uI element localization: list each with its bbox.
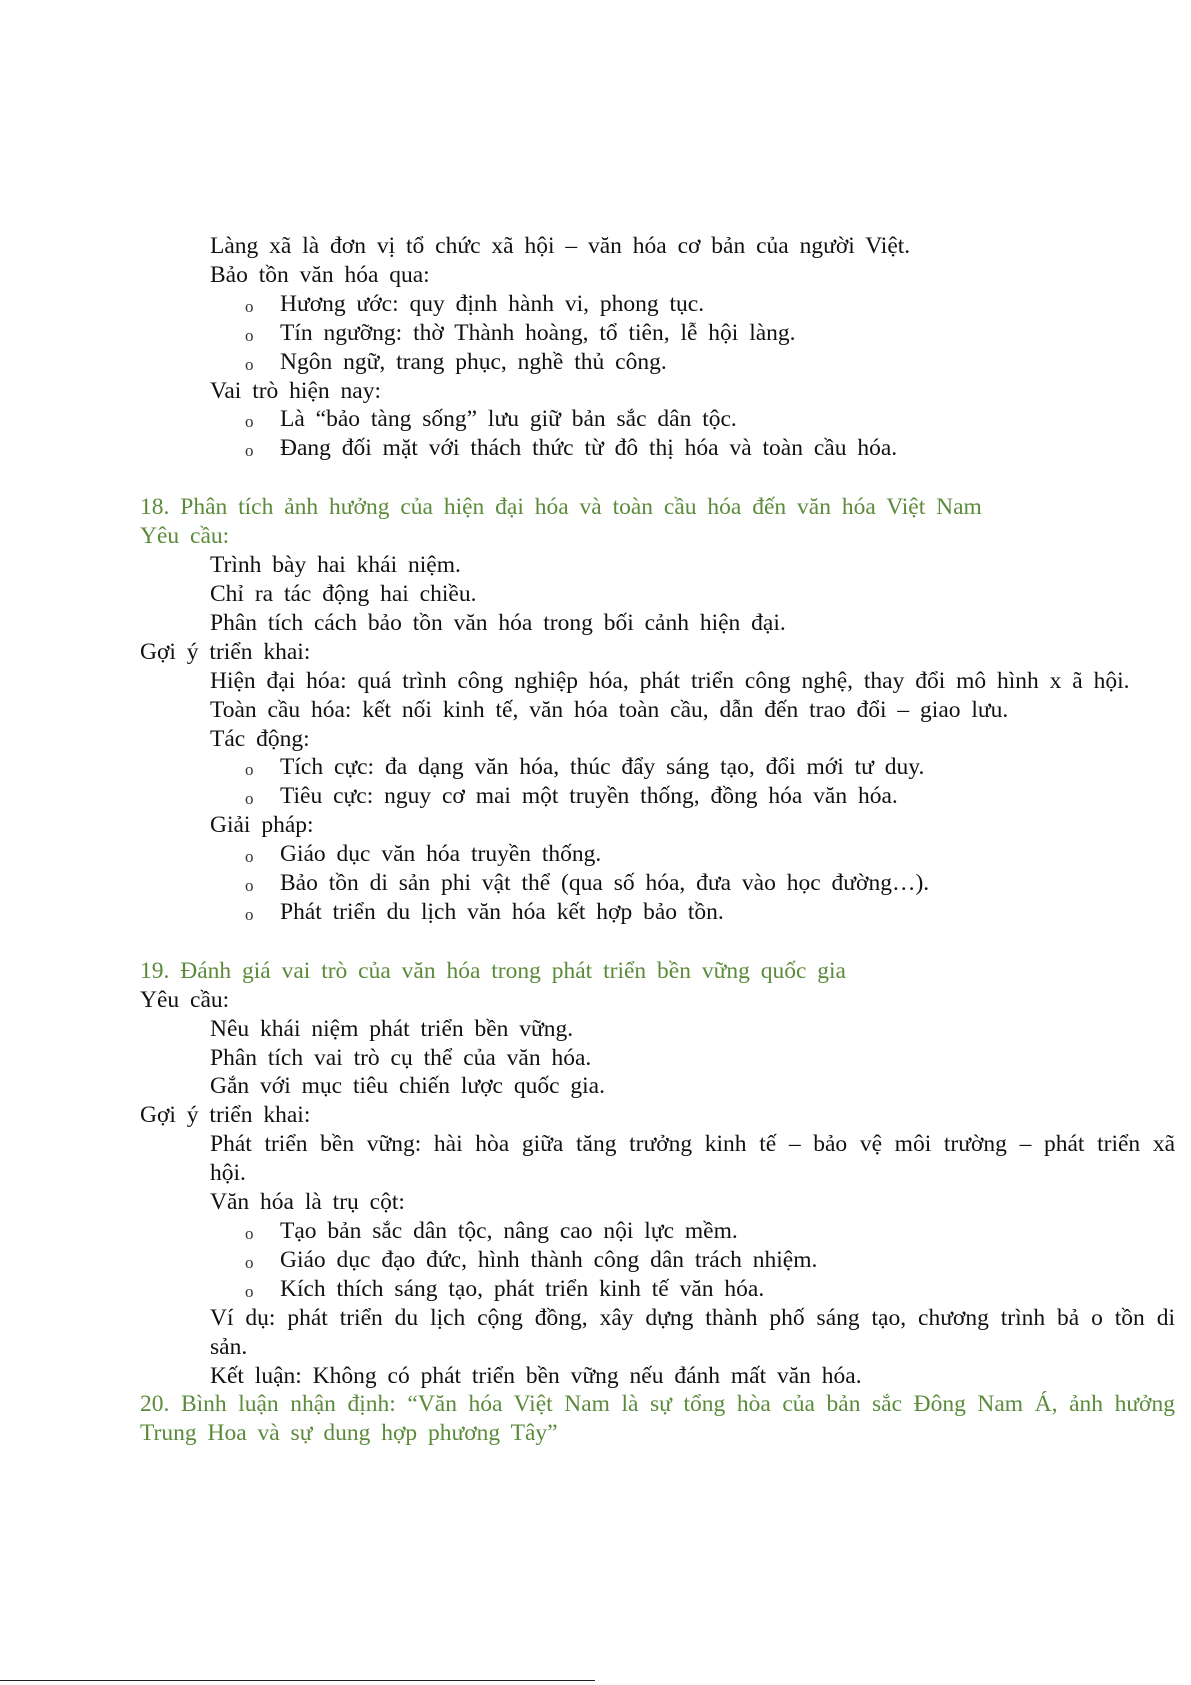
sub-bullet-icon: o <box>245 296 254 316</box>
question-20 <box>140 1390 1175 1448</box>
list-item: Nêu khái niệm phát triển bền vững. <box>210 1015 574 1042</box>
sub-bullet-icon: o <box>245 904 254 924</box>
sub-bullet-icon: o <box>245 325 254 345</box>
sub-bullet-icon: o <box>245 412 254 432</box>
sub-list-item: o Hương ước: quy định hành vi, phong tục. <box>140 290 1175 319</box>
sub-list-item: o Đang đối mặt với thách thức từ đô thị hóa và toàn cầu hóa. <box>140 434 1175 463</box>
sub-list-item: o Phát triển du lịch văn hóa kết hợp bảo tồn. <box>140 898 1175 927</box>
sub-bullet-icon: o <box>245 1224 254 1243</box>
list-item: Phân tích cách bảo tồn văn hóa trong bối cảnh hiện đại. <box>210 609 786 636</box>
sub-bullet-icon: o <box>245 354 254 374</box>
sub-bullet-icon: o <box>245 1252 254 1272</box>
list-item: Chỉ ra tác động hai chiều. <box>210 580 477 607</box>
sub-list-item: o Giáo dục đạo đức, hình thành công dân trách nhiệm. <box>140 1246 1175 1275</box>
sub-list-item: o Kích thích sáng tạo, phát triển kinh tế văn hóa. <box>140 1275 1175 1304</box>
intro-list <box>140 232 1175 463</box>
sub-list-item: o Giáo dục văn hóa truyền thống. <box>140 840 1175 869</box>
sub-list-item: o Là “bảo tàng sống” lưu giữ bản sắc dân tộc. <box>140 405 1175 434</box>
footnote-separator <box>0 1680 595 1681</box>
list-item: Vai trò hiện nay: <box>210 377 381 404</box>
list-item: Kết luận: Không có phát triển bền vững nếu đánh mất văn hóa. <box>210 1362 862 1389</box>
sub-list-item: o Tích cực: đa dạng văn hóa, thúc đẩy sáng tạo, đổi mới tư duy. <box>140 753 1175 782</box>
list-item: Phân tích vai trò cụ thể của văn hóa. <box>210 1044 592 1071</box>
hints-label: Gợi ý triển khai: <box>140 638 311 665</box>
requirements-label: Yêu cầu: <box>140 986 230 1013</box>
sub-list-item: o Tạo bản sắc dân tộc, nâng cao nội lực mềm. <box>140 1217 1175 1246</box>
sub-list-item: o Ngôn ngữ, trang phục, nghề thủ công. <box>140 348 1175 377</box>
sub-bullet-icon: o <box>245 441 254 461</box>
sub-list-item: o Bảo tồn di sản phi vật thể (qua số hóa, đưa vào học đường…). <box>140 869 1175 898</box>
list-item: Phát triển bền vững: hài hòa giữa tăng trưởng kinh tế – bảo vệ môi trường – phát triển xã hội. <box>210 1131 1175 1187</box>
question-18 <box>140 493 1175 927</box>
list-item: Trình bày hai khái niệm. <box>210 552 461 579</box>
list-item: Toàn cầu hóa: kết nối kinh tế, văn hóa toàn cầu, dẫn đến trao đổi – giao lưu. <box>210 696 1009 723</box>
sub-list-item: o Tín ngưỡng: thờ Thành hoàng, tổ tiên, lễ hội làng. <box>140 319 1175 348</box>
sub-bullet-icon: o <box>245 760 254 780</box>
list-item: Gắn với mục tiêu chiến lược quốc gia. <box>210 1073 605 1100</box>
sub-bullet-icon: o <box>245 876 254 896</box>
requirements-label: Yêu cầu: <box>140 523 230 550</box>
list-item: Tác động: <box>210 725 310 752</box>
sub-bullet-icon: o <box>245 847 254 867</box>
question-19-title: 19. Đánh giá vai trò của văn hóa trong phát triển bền vững quốc gia <box>140 957 846 984</box>
question-19 <box>140 957 1175 1391</box>
question-18-title: 18. Phân tích ảnh hưởng của hiện đại hóa và toàn cầu hóa đến văn hóa Việt Nam <box>140 494 982 521</box>
sub-bullet-icon: o <box>245 1281 254 1301</box>
list-item: Hiện đại hóa: quá trình công nghiệp hóa, phát triển công nghệ, thay đổi mô hình x ã hội. <box>210 667 1130 694</box>
list-item: Giải pháp: <box>210 812 314 839</box>
document-body <box>140 232 1175 1448</box>
sub-bullet-icon: o <box>245 789 254 809</box>
hints-label: Gợi ý triển khai: <box>140 1102 311 1129</box>
list-item: Bảo tồn văn hóa qua: <box>210 261 430 288</box>
list-item: Làng xã là đơn vị tổ chức xã hội – văn hóa cơ bản của người Việt. <box>210 233 911 259</box>
list-item: Ví dụ: phát triển du lịch cộng đồng, xây dựng thành phố sáng tạo, chương trình bả o tồn di sản. <box>210 1304 1175 1360</box>
question-20-title: 20. Bình luận nhận định: “Văn hóa Việt Nam là sự tổng hòa của bản sắc Đông Nam Á, ảnh hưởng Trung Hoa và sự dung hợp phương Tây” <box>140 1391 1175 1447</box>
list-item: Văn hóa là trụ cột: <box>210 1189 405 1216</box>
sub-list-item: o Tiêu cực: nguy cơ mai một truyền thống, đồng hóa văn hóa. <box>140 782 1175 811</box>
